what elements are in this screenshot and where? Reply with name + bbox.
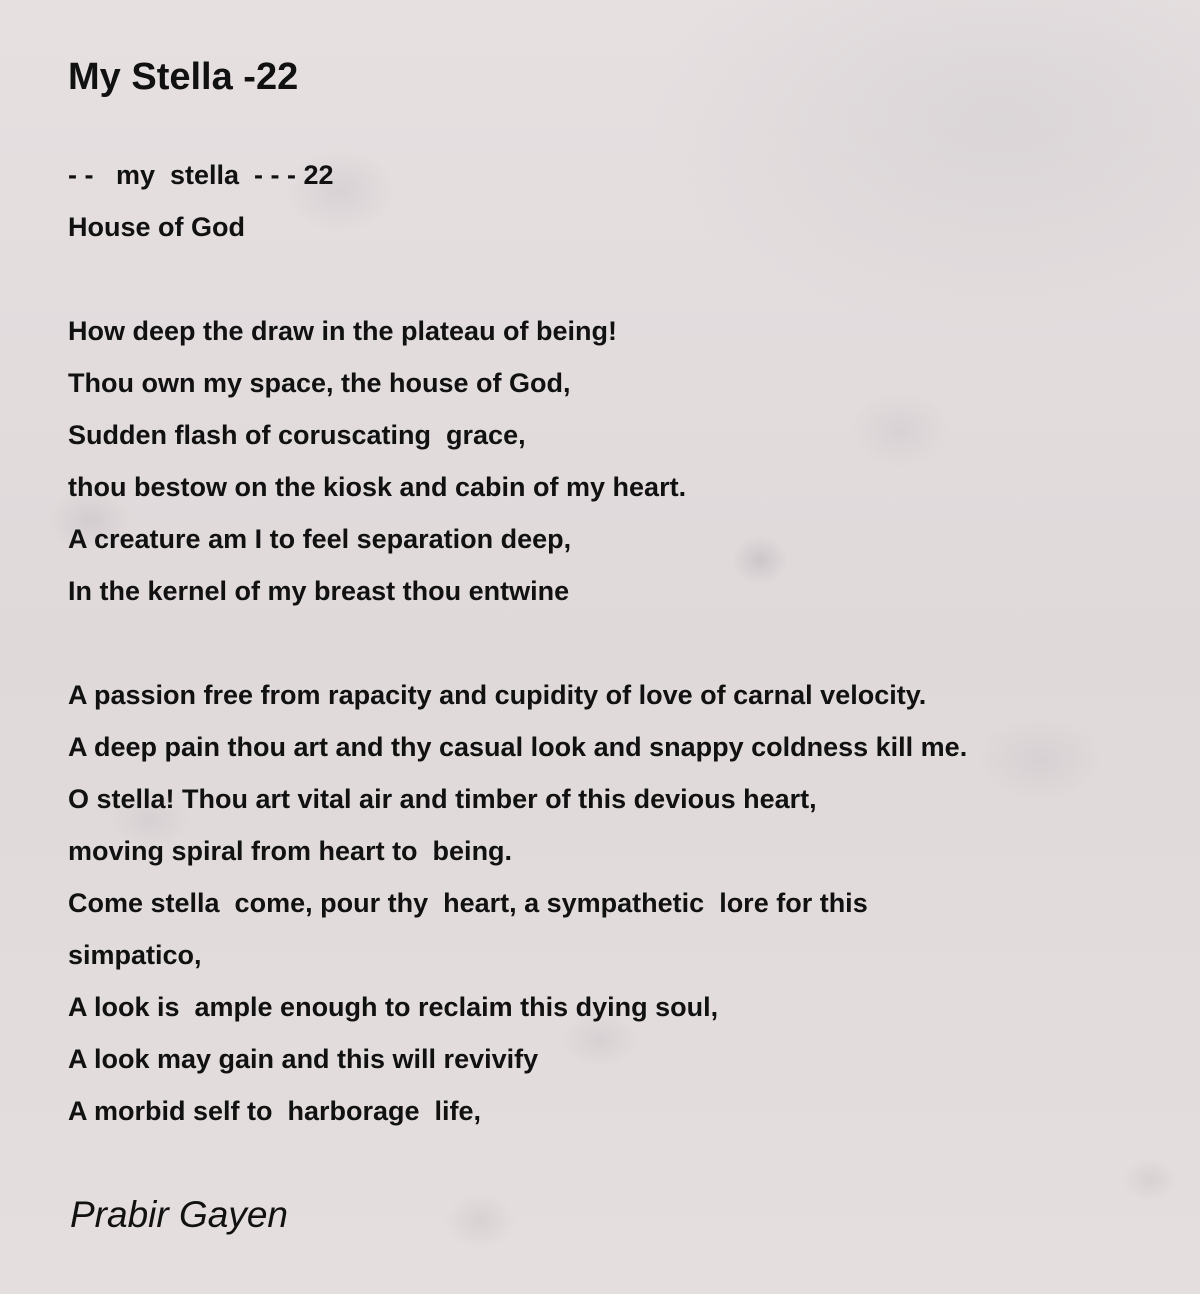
- poem-line: A passion free from rapacity and cupidity of love of carnal velocity.: [68, 680, 927, 710]
- stanza-break: [68, 253, 1168, 305]
- stanza-break: [68, 617, 1168, 669]
- poem-line: thou bestow on the kiosk and cabin of my heart.: [68, 472, 687, 502]
- poem-line: A creature am I to feel separation deep,: [68, 524, 572, 554]
- poem-body: [68, 149, 1168, 1137]
- poem-line: In the kernel of my breast thou entwine: [68, 576, 570, 606]
- poem-line: A morbid self to harborage life,: [68, 1096, 482, 1126]
- poem-author: Prabir Gayen: [70, 1194, 288, 1235]
- poem-line: House of God: [68, 212, 245, 242]
- poem-line: Thou own my space, the house of God,: [68, 368, 571, 398]
- poem-line: Sudden flash of coruscating grace,: [68, 420, 526, 450]
- poem-line: A look may gain and this will revivify: [68, 1044, 539, 1074]
- poem-line: simpatico,: [68, 940, 202, 970]
- poem-line: A look is ample enough to reclaim this dying soul,: [68, 992, 719, 1022]
- poem-title: My Stella -22: [68, 56, 299, 98]
- poem-line: How deep the draw in the plateau of being!: [68, 316, 618, 346]
- poem-line: - - my stella - - - 22: [68, 160, 334, 190]
- poem-line: O stella! Thou art vital air and timber of this devious heart,: [68, 784, 817, 814]
- poem-line: Come stella come, pour thy heart, a sympathetic lore for this: [68, 888, 868, 918]
- poem-line: moving spiral from heart to being.: [68, 836, 513, 866]
- poem-line: A deep pain thou art and thy casual look and snappy coldness kill me.: [68, 732, 968, 762]
